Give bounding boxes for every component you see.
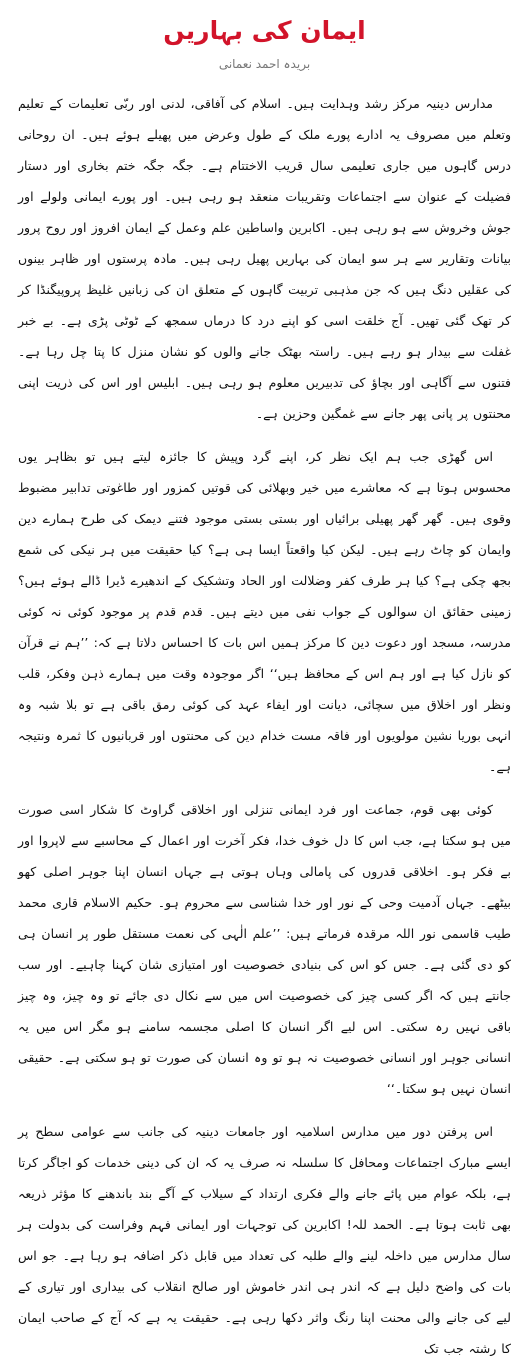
paragraph: اس گھڑی جب ہم ایک نظر کر، اپنے گرد وپیش کا جائزہ لیتے ہیں تو بظاہر یوں محسوس ہوتا ہے کہ معاشرے میں خیر وبھلائی کی قوتیں کمزور اور طاغوتی تدابیر مضبوط وقوی ہیں۔ گھر گھر پھیلی برائیاں اور بستی بستی موجود فتنے دیمک کی طرح ہمارے دین وایمان کو چاٹ رہے ہیں۔ لیکن کیا واقعتاً ایسا ہی ہے؟ کیا حقیقت میں ہر نیکی کی شمع بجھ چکی ہے؟ کیا ہر طرف کفر وضلالت اور الحاد وتشکیک کے اندھیرے ڈیرا ڈالے ہوئے ہیں؟ زمینی حقائق ان سوالوں کے جواب نفی میں دیتے ہیں۔ قدم قدم پر موجود کوئی نہ کوئی مدرسہ، مسجد اور دعوت دین کا مرکز ہمیں اس بات کا احساس دلاتا ہے کہ: ’’ہم نے قرآن کو نازل کیا ہے اور ہم اس کے محافظ ہیں‘‘ اگر موجودہ وقت میں ہمارے ذہن وفکر، قلب ونظر اور اخلاق میں سچائی، دیانت اور ایفاء عہد کی کوئی رمق باقی ہے تو بلا شبہ وہ انہی بوریا نشین مولویوں اور فاقہ مست خدام دین کی محنتوں اور قربانیوں کا ثمرہ ونتیجہ ہے۔	[18, 449, 511, 774]
article-body	[18, 88, 511, 1364]
paragraph: اس پرفتن دور میں مدارس اسلامیہ اور جامعات دینیہ کی جانب سے عوامی سطح پر ایسے مبارک اجتماعات ومحافل کا سلسلہ نہ صرف یہ کہ ان کی دینی خدمات کو اجاگر کرتا ہے، بلکہ عوام میں پائے جانے والے فکری ارتداد کے سیلاب کے آگے بند باندھنے کا مؤثر ذریعہ بھی ثابت ہوتا ہے۔ الحمد للہ! اکابرین کی توجہات اور ایمانی فہم وفراست کی بدولت ہر سال مدارس میں داخلہ لینے والے طلبہ کی تعداد میں قابل ذکر اضافہ ہو رہا ہے۔ جو اس بات کی واضح دلیل ہے کہ اندر ہی اندر خاموش اور صالح انقلاب کی بیداری اور تیاری کے لیے کی جانے والی محنت اپنا رنگ واثر دکھا رہی ہے۔ حقیقت یہ ہے کہ آج کے صاحب ایمان کا رشتہ جب تک	[18, 1124, 511, 1356]
article-byline: بریدہ احمد نعمانی	[218, 57, 311, 71]
paragraph: مدارس دینیہ مرکز رشد وہدایت ہیں۔ اسلام کی آفاقی، لدنی اور ربّی تعلیمات کے تعلیم وتعلم میں مصروف یہ ادارے پورے ملک کے طول وعرض میں پھیلے ہوئے ہیں۔ ان روحانی درس گاہوں میں جاری تعلیمی سال قریب الاختتام ہے۔ جگہ جگہ ختم بخاری اور دستار فضیلت کے عنوان سے اجتماعات وتقریبات منعقد ہو رہی ہیں۔ اور پورے ایمانی ولولے اور جوش وخروش سے ہو رہی ہیں۔ اکابرین واساطین علم وعمل کے ایمان افروز اور روح پرور بیانات وتقاریر سے ہر سو ایمان کی بہاریں پھیل رہی ہیں۔ مادہ پرستوں اور ظاہر بینوں کی عقلیں دنگ ہیں کہ جن مذہبی تربیت گاہوں کے متعلق ان کی زبانیں غلیظ پروپیگنڈا کر کر تھک گئی تھیں۔ آج خلقت اسی کو اپنے درد کا درماں سمجھ کے ٹوٹی پڑی ہے۔ بے خبر غفلت سے بیدار ہو رہے ہیں۔ راستہ بھٹک جانے والوں کو نشان منزل کا پتا چل رہا ہے۔ فتنوں سے آگاہی اور بچاؤ کی تدبیریں معلوم ہو رہی ہیں۔ ابلیس اور اس کی ذریت اپنی محنتوں پر پانی پھر جانے سے غمگین وحزین ہے۔	[18, 96, 511, 421]
paragraph: کوئی بھی قوم، جماعت اور فرد ایمانی تنزلی اور اخلاقی گراوٹ کا شکار اسی صورت میں ہو سکتا ہے، جب اس کا دل خوف خدا، فکر آخرت اور اعمال کے محاسبے سے لاپروا اور بے فکر ہو۔ اخلاقی قدروں کی پامالی وہاں ہوتی ہے جہاں انسان اپنا جوہر اصلی کھو بیٹھے۔ جہاں آدمیت وحی کے نور اور خدا شناسی سے محروم ہو۔ حکیم الاسلام قاری محمد طیب قاسمی نور اللہ مرقدہ فرماتے ہیں: ’’علم الٰہی کی نعمت مستقل طور پر انسان ہی کو دی گئی ہے۔ جس کو اس کی بنیادی خصوصیت اور امتیازی شان کہنا چاہیے۔ اور سب جانتے ہیں کہ اگر کسی چیز کی خصوصیت اس میں سے نکال دی جائے تو وہ چیز، وہ چیز باقی نہیں رہ سکتی۔ اس لیے اگر انسان کا اصلی مجسمہ سامنے ہو مگر اس میں یہ انسانی جوہر اور انسانی خصوصیت نہ ہو تو وہ انسان کی صورت تو ہو سکتی ہے۔ حقیقی انسان نہیں ہو سکتا۔‘‘	[18, 802, 511, 1096]
article-title: ایمان کی بہاریں	[163, 16, 366, 45]
